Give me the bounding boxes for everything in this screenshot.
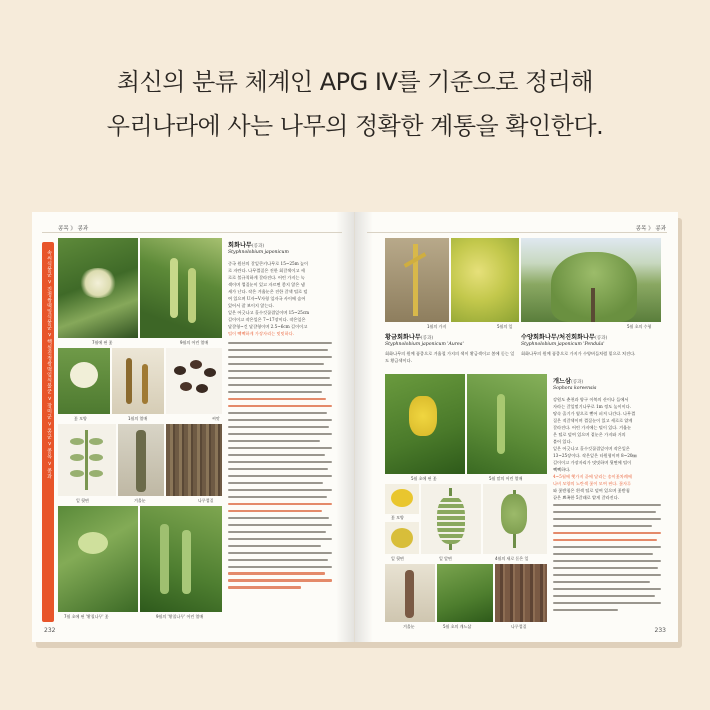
photo-kaenusam-shrub	[437, 564, 493, 622]
body-line: 빽빽하다.	[553, 467, 571, 472]
body-line: 와 꽃받침은 흰색 털로 덮여 있으며 꽃받침	[553, 488, 630, 493]
photo-new-leaves	[483, 484, 547, 554]
photo-leaf-underside	[385, 522, 419, 554]
photo-kaenusam-fruit	[467, 374, 547, 474]
caption: 9월의 '황칠나무' 어린 열매	[156, 614, 204, 619]
caption: 나무껍질	[511, 624, 527, 629]
photo-leaf-back	[58, 424, 116, 496]
scientific-name: Styphnolobium japonicum 'Aurea'	[385, 342, 464, 347]
photo-leaf-front	[421, 484, 481, 554]
body-line: 길이이고 가장자리가 밋밋하며 뒷면에 털이	[553, 460, 632, 465]
caption: 7월 초에 핀 '황칠나무' 꽃	[64, 614, 109, 619]
open-book	[32, 212, 678, 642]
body-line: 끝은 뾰족한 5갈래로 얕게 갈라진다.	[553, 495, 619, 500]
headline	[0, 60, 710, 148]
entry-name: 개느삼	[553, 378, 571, 385]
entry-title	[385, 332, 433, 341]
body-line: 4~5월에 햇가지 끝에 달리는 송이꽃차례에	[553, 474, 632, 479]
caption: 1월의 열매	[128, 416, 148, 421]
body-text-continued	[228, 342, 332, 593]
entry-name: 황금회화나무	[385, 334, 421, 341]
photo-golden-branch	[385, 238, 449, 322]
body-text-continued	[553, 504, 661, 616]
photo-flower-shape	[58, 348, 110, 414]
body-line: 잎은 어긋나고 홀수깃꼴겹잎이며 작은잎은	[553, 446, 630, 451]
caption: 5월 초에 핀 꽃	[411, 476, 437, 481]
caption: 꽃 모양	[74, 416, 87, 421]
body-line: 색이며 껍질눈이 있고 자르면 좋지 않은 냄	[228, 282, 305, 287]
entry-family: (콩과)	[595, 336, 608, 341]
caption: 잎 뒷면	[391, 556, 404, 561]
body-line: 붙어 있다.	[553, 439, 572, 444]
body-line: 달걀형~긴 달걀형이며 2.5~6cm 길이이고	[228, 324, 308, 329]
running-head: 콩목 》 콩과	[635, 226, 666, 232]
caption: 7월에 핀 꽃	[92, 340, 113, 345]
entry-family: (콩과)	[251, 244, 265, 249]
photo-variety-fruit	[140, 506, 222, 612]
body-line: 갈라진다. 어린 가지에는 털이 있다. 겨울눈	[553, 425, 632, 430]
entry-name: 회화나무	[228, 242, 252, 249]
headline-line-1: 최신의 분류 체계인 APG IV를 기준으로 정리해	[116, 68, 594, 96]
caption: 겨울눈	[403, 624, 415, 629]
gutter-shade	[336, 212, 354, 642]
photo-winter-bud	[118, 424, 164, 496]
entry-body: 회화나무의 원예 품종으로 겨울철 가지의 색이 황금색이고 봄에 돋는 잎도 황금색이다.	[385, 351, 515, 363]
section-tab-text: 속씨식물군 > 진정쌍떡잎식물군 > 핵심진정쌍떡잎식물군 > 장미군 > 콩군 > 콩목 > 콩과	[46, 250, 52, 480]
photo-weeping-tree	[521, 238, 661, 322]
running-rule	[42, 232, 342, 233]
photo-winter-bud	[385, 564, 435, 622]
body-line: 자라는 갈잎떨기나무로 1m 정도 높이이다.	[553, 404, 632, 409]
headline-line-2: 우리나라에 사는 나무의 정확한 계통을 확인한다.	[106, 112, 604, 140]
entry-body	[553, 396, 661, 501]
body-line: 13~25장이다. 작은잎은 타원형이며 8~20㎜	[553, 453, 637, 458]
caption: 겨울눈	[134, 498, 146, 503]
photo-bark	[166, 424, 222, 496]
entry-name: 수양회화나무/처진회화나무	[521, 334, 595, 341]
body-line: 질은 적갈색이며 껍질눈이 있고 세로로 얕게	[553, 418, 633, 423]
caption: 4월의 새로 돋은 잎	[495, 556, 529, 561]
caption: 잎 뒷면	[76, 498, 89, 503]
photo-flowers	[58, 238, 138, 338]
body-line: 은 털로 덮여 있으며 곁눈은 가지와 거의	[553, 432, 626, 437]
scientific-name: Styphnolobium japonicum	[228, 250, 289, 255]
entry-title	[521, 332, 607, 341]
entry-body	[228, 260, 332, 337]
body-line: 나비 모양의 노란색 꽃이 모여 핀다. 꽃자루	[553, 481, 632, 486]
photo-golden-leaves	[451, 238, 519, 322]
left-page	[32, 212, 355, 642]
running-rule	[367, 232, 667, 233]
body-line: 여 있으며 U자~V자형 잎자국 사이에 숨어	[228, 296, 306, 301]
caption: 5월 말의 어린 열매	[489, 476, 523, 481]
caption: 5월 초의 수형	[627, 324, 652, 329]
entry-title	[228, 240, 264, 249]
gutter-shade	[355, 212, 373, 642]
photo-kaenusam-flower	[385, 374, 465, 474]
photo-variety-flower	[58, 506, 138, 612]
body-line: 중국 원산의 갈잎큰키나무로 15~25m 높이	[228, 261, 309, 266]
photo-young-fruit	[140, 238, 222, 338]
entry-title	[553, 376, 583, 385]
photo-seeds	[166, 348, 222, 414]
caption: 꽃 모양	[391, 515, 404, 520]
entry-body: 회화나무의 원예 품종으로 가지가 수양버들처럼 밑으로 처진다.	[521, 351, 636, 356]
running-head: 콩목 》 콩과	[58, 226, 89, 232]
photo-fruit	[112, 348, 164, 414]
caption: 씨앗	[212, 416, 220, 421]
page-number: 233	[654, 627, 666, 634]
right-page	[355, 212, 678, 642]
body-line: 로 자란다. 나무껍질은 진한 회갈색이고 세	[228, 268, 305, 273]
caption: 9월의 어린 열매	[180, 340, 209, 345]
body-line: 새가 난다. 작은 겨울눈은 진한 갈색 털로 덮	[228, 289, 308, 294]
body-line: 강원도 춘천과 양구 이북의 산이나 들에서	[553, 397, 629, 402]
photo-bark	[495, 564, 547, 622]
entry-family: (콩과)	[420, 336, 434, 341]
entry-family: (콩과)	[570, 380, 584, 385]
caption: 5월 초의 개느삼	[443, 624, 472, 629]
body-line: 있어서 잘 보이지 않는다.	[228, 303, 274, 308]
caption: 잎 앞면	[439, 556, 452, 561]
body-line: 잎은 어긋나고 홀수깃꼴겹잎이며 15~25cm	[228, 310, 310, 315]
section-tab	[42, 242, 54, 622]
scientific-name: Sophora koreensis	[553, 386, 597, 391]
body-line: 땅속 줄기가 옆으로 뻗어 퍼져 나간다. 나무껍	[553, 411, 636, 416]
body-line: 길이이고 작은잎은 7~17장이다. 작은잎은	[228, 317, 306, 322]
caption: 5월의 잎	[497, 324, 513, 329]
caption: 나무껍질	[198, 498, 214, 503]
caption: 1월의 가지	[427, 324, 447, 329]
photo-flower-shape	[385, 484, 419, 514]
scientific-name: Styphnolobium japonicum 'Pendula'	[521, 342, 605, 347]
page-number: 232	[44, 627, 56, 634]
body-line: 로로 불규칙하게 갈라진다. 어린 가지는 녹	[228, 275, 305, 280]
highlight-line: 털이 빽빽하게 가장자리는 밋밋하다.	[228, 331, 295, 336]
